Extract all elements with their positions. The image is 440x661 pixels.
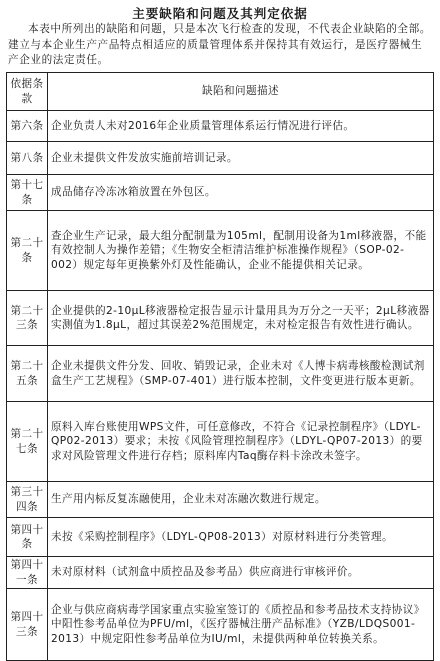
table-row [7,557,434,589]
description-cell: 企业负责人未对2016年企业质量管理体系运行情况进行评估。 [48,111,434,142]
table-row [7,211,434,291]
description-cell: 企业提供的2-10μL移液器检定报告显示计量用具为万分之一天平；2μL移液器实测值为1.8μL，超过其误差2%范围规定，未对检定报告有效性进行确认。 [48,291,434,346]
description-cell: 成品储存冷冻冰箱放置在外包区。 [48,175,434,211]
description-cell: 未对原材料（试剂盒中质控品及参考品）供应商进行审核评价。 [48,557,434,589]
description-cell: 企业未提供文件发放实施前培训记录。 [48,142,434,175]
clause-cell: 第二十三条 [7,291,48,346]
clause-cell: 第八条 [7,142,48,175]
description-cell: 查企业生产记录，最大组分配制量为105ml，配制用设备为1ml移液器，不能有效控制人为操作差错；《生物安全柜清洁维护标准操作规程》（SOP-02-002）规定每年更换紫外灯及性能确认，企业不能提供相关记录。 [48,211,434,291]
description-cell: 企业与供应商病毒学国家重点实验室签订的《质控品和参考品技术支持协议》中阳性参考品单位为PFU/ml，《医疗器械注册产品标准》（YZB/LDQS001-2013）中规定阳性参考品单位为IU/ml，未提供两种单位转换关系。 [48,589,434,661]
clause-cell: 第三十四条 [7,482,48,518]
description-cell: 企业未提供文件分发、回收、销毁记录，企业未对《人博卡病毒核酸检测试剂盒生产工艺规程》（SMP-07-401）进行版本控制，文件变更进行版本更新。 [48,346,434,402]
intro-paragraph: 本表中所列出的缺陷和问题，只是本次飞行检查的发现，不代表企业缺陷的全部。建立与本企业生产产品特点相适应的质量管理体系并保持其有效运行，是医疗器械生产企业的法定责任。 [8,23,431,66]
defects-table [6,72,434,661]
description-cell: 未按《采购控制程序》（LDYL-QP08-2013）对原材料进行分类管理。 [48,518,434,557]
clause-cell: 第四十三条 [7,589,48,661]
header-description: 缺陷和问题描述 [48,73,434,111]
header-basis: 依据条款 [7,73,48,111]
clause-cell: 第二十条 [7,211,48,291]
table-row [7,589,434,661]
table-row [7,142,434,175]
clause-cell: 第二十五条 [7,346,48,402]
document-page [6,5,434,645]
clause-cell: 第二十七条 [7,402,48,482]
table-row [7,346,434,402]
table-row [7,291,434,346]
clause-cell: 第六条 [7,111,48,142]
clause-cell: 第四十条 [7,518,48,557]
clause-cell: 第四十一条 [7,557,48,589]
description-cell: 原料入库台账使用WPS文件，可任意修改，不符合《记录控制程序》（LDYL-QP02-2013）要求；未按《风险管理控制程序》（LDYL-QP07-2013）的要求对风险管理文件进行存档；原料库内Taq酶存料卡涂改未签字。 [48,402,434,482]
document-title: 主要缺陷和问题及其判定依据 [132,6,308,21]
table-row [7,482,434,518]
table-row [7,402,434,482]
table-header-row [7,73,434,111]
table-row [7,175,434,211]
table-row [7,111,434,142]
table-row [7,518,434,557]
description-cell: 生产用内标反复冻融使用，企业未对冻融次数进行规定。 [48,482,434,518]
clause-cell: 第十七条 [7,175,48,211]
